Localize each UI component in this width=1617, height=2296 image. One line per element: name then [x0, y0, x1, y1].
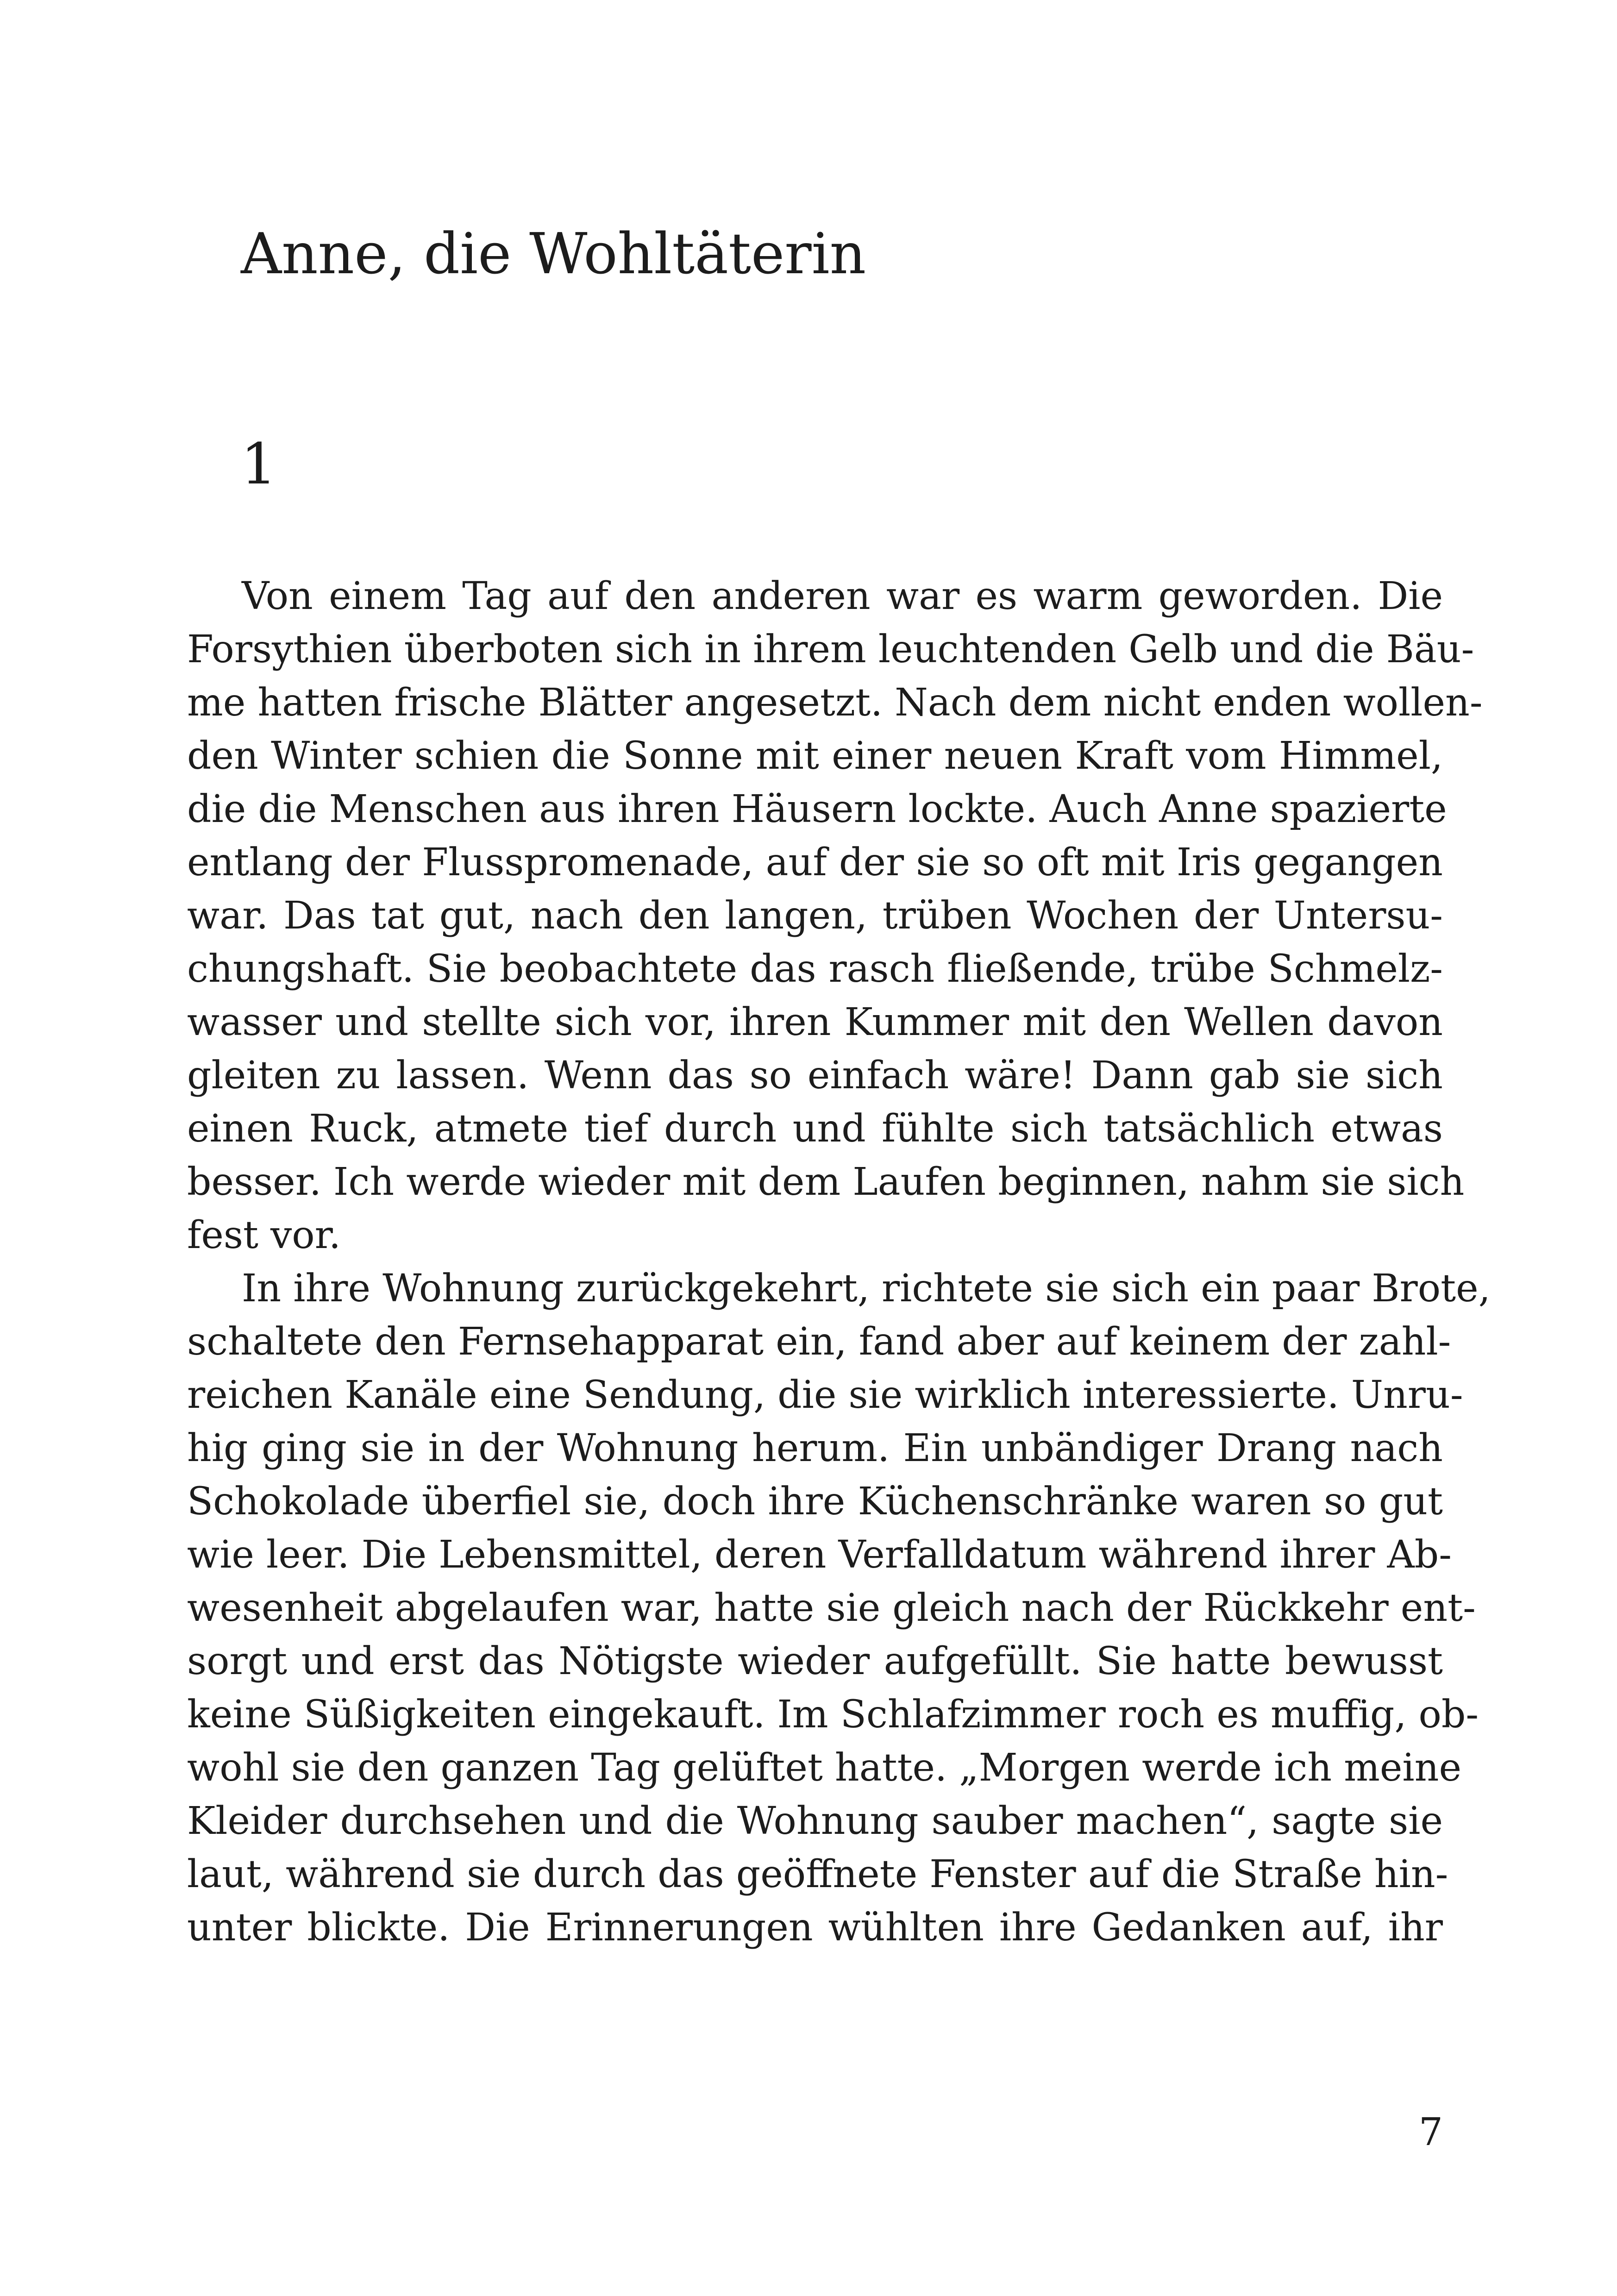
text-line: wohl sie den ganzen Tag gelüftet hatte. „Morgen werde ich meine [187, 1746, 1461, 1790]
body-text [187, 570, 1491, 1954]
text-line: entlang der Flusspromenade, auf der sie so oft mit Iris gegangen [187, 841, 1443, 885]
text-line: einen Ruck, atmete tief durch und fühlte sich tatsächlich etwas [187, 1107, 1443, 1151]
text-line: Forsythien überboten sich in ihrem leuchtenden Gelb und die Bäu- [187, 627, 1474, 671]
text-line: schaltete den Fernsehapparat ein, fand aber auf keinem der zahl- [187, 1320, 1451, 1364]
chapter-number: 1 [241, 431, 277, 497]
text-line: war. Das tat gut, nach den langen, trüben Wochen der Untersu- [187, 894, 1443, 938]
text-line: Schokolade überfiel sie, doch ihre Küchenschränke waren so gut [187, 1480, 1443, 1524]
text-line: wasser und stellte sich vor, ihren Kummer mit den Wellen davon [187, 1000, 1443, 1044]
text-line: fest vor. [187, 1213, 341, 1257]
text-line: wie leer. Die Lebensmittel, deren Verfalldatum während ihrer Ab- [187, 1533, 1452, 1577]
text-line: die die Menschen aus ihren Häusern lockte. Auch Anne spazierte [187, 787, 1447, 831]
text-line: den Winter schien die Sonne mit einer neuen Kraft vom Himmel, [187, 734, 1443, 778]
text-line: unter blickte. Die Erinnerungen wühlten ihre Gedanken auf, ihr [187, 1906, 1443, 1950]
text-line: hig ging sie in der Wohnung herum. Ein unbändiger Drang nach [187, 1426, 1443, 1470]
text-line: Kleider durchsehen und die Wohnung sauber machen“, sagte sie [187, 1799, 1443, 1843]
text-line: besser. Ich werde wieder mit dem Laufen beginnen, nahm sie sich [187, 1160, 1465, 1204]
text-line: laut, während sie durch das geöffnete Fenster auf die Straße hin- [187, 1852, 1448, 1896]
paragraph [187, 570, 1483, 1262]
text-line: me hatten frische Blätter angesetzt. Nach dem nicht enden wollen- [187, 681, 1483, 725]
text-line: keine Süßigkeiten eingekauft. Im Schlafzimmer roch es muffig, ob- [187, 1693, 1479, 1737]
text-line: wesenheit abgelaufen war, hatte sie gleich nach der Rückkehr ent- [187, 1586, 1476, 1630]
page-number: 7 [1418, 2110, 1443, 2154]
text-line: sorgt und erst das Nötigste wieder aufgefüllt. Sie hatte bewusst [187, 1639, 1443, 1683]
text-line: Von einem Tag auf den anderen war es warm geworden. Die [242, 574, 1443, 618]
text-line: chungshaft. Sie beobachtete das rasch fließende, trübe Schmelz- [187, 947, 1443, 991]
text-line: reichen Kanäle eine Sendung, die sie wirklich interessierte. Unru- [187, 1373, 1463, 1417]
chapter-title: Anne, die Wohltäterin [241, 221, 866, 287]
text-line: gleiten zu lassen. Wenn das so einfach wäre! Dann gab sie sich [187, 1054, 1443, 1098]
paragraph [187, 1262, 1491, 1954]
text-line: In ihre Wohnung zurückgekehrt, richtete sie sich ein paar Brote, [242, 1267, 1491, 1311]
